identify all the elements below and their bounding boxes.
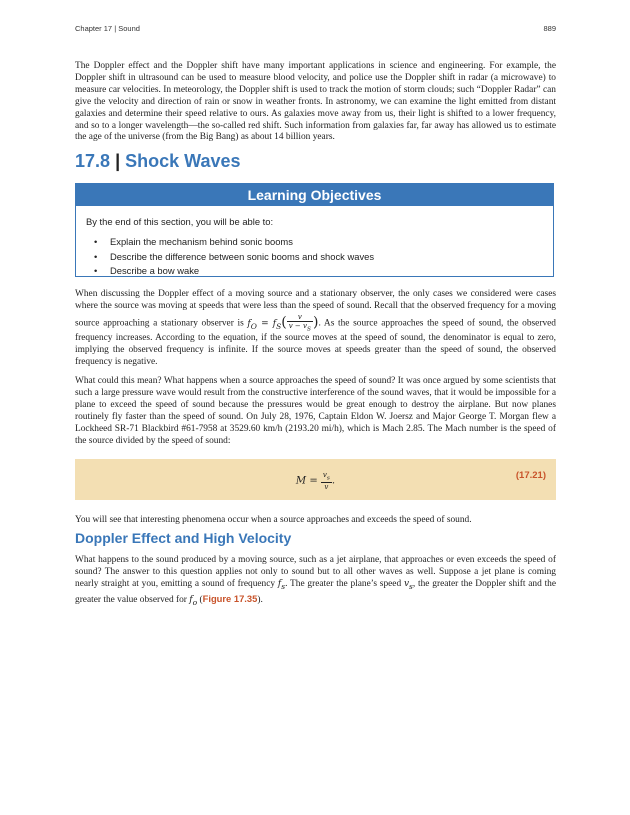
page-header (75, 24, 556, 33)
paragraph-text: ( (197, 594, 203, 605)
objective-item: • Explain the mechanism behind sonic booms (86, 236, 374, 251)
learning-objectives-intro: By the end of this section, you will be able to: (86, 216, 274, 227)
section-separator: | (115, 151, 121, 171)
intro-paragraph: The Doppler effect and the Doppler shift have many important applications in science and engineering. For example, the Doppler shift in ultrasound can be used to measure blood velocity, and police use the Doppler shift in radar (a microwave) to measure car velocities. In meteorology, the Doppler shift is used to track the motion of storm clouds; such “Doppler Radar” can give the velocity and direction of rain or snow in weather fronts. In astronomy, we can examine the light emitted from distant galaxies and determine their speed relative to ours. As galaxies move away from us, their light is shifted to a lower frequency, and so to a longer wavelength—the so-called red shift. Such information from galaxies far, far away has allowed us to estimate the age of the universe (from the Big Bang) as about 14 billion years. (75, 61, 556, 143)
paragraph-text: ). (257, 594, 263, 605)
inline-math (278, 579, 285, 589)
section-name: Shock Waves (125, 151, 241, 171)
eq-symbol: f (189, 594, 193, 605)
eq-fraction (321, 471, 332, 491)
eq-symbol: f (247, 318, 251, 329)
eq-subscript: O (250, 321, 257, 331)
eq-lhs: M = (295, 475, 321, 487)
eq-fraction (287, 313, 313, 333)
eq-numerator: v (322, 471, 327, 479)
eq-symbol: f (277, 578, 282, 589)
eq-tail: . (331, 475, 336, 487)
objective-item: • Describe a bow wake (86, 265, 374, 280)
mach-equation (75, 471, 556, 491)
phenomena-paragraph: You will see that interesting phenomena occur when a source approaches and exceeds the speed of sound. (75, 515, 472, 525)
eq-subscript: s (326, 475, 330, 482)
eq-subscript: o (192, 597, 198, 607)
paragraph-text: . As the source approaches the speed of sound, the observed frequency increases. According to the equation, if the source moves at the speed of sound, the denominator is equal to zero, implying the observed frequency is infinite. If the source moves at speeds greater than the speed of sound, the observed frequency is negative. (75, 318, 556, 368)
doppler-paragraph (75, 289, 556, 369)
page-number: 889 (543, 24, 556, 33)
paragraph-text: . The greater the plane’s speed (285, 578, 402, 589)
learning-objectives-list (86, 236, 374, 280)
eq-denominator: v (324, 483, 329, 492)
eq-denominator: v − v (288, 321, 307, 330)
chapter-label: Chapter 17 | Sound (75, 24, 140, 33)
section-title (75, 151, 241, 172)
figure-link[interactable]: Figure 17.35 (202, 592, 258, 604)
section-number: 17.8 (75, 151, 111, 171)
eq-subscript: S (306, 326, 311, 333)
eq-subscript: s (409, 581, 413, 591)
paragraph-text: What happens to the sound produced by a moving source, such as a jet airplane, that approaches or even exceeds the speed of sound? The answer to this question applies not only to sound but to all other waves as well. Suppose a jet plane is coming nearly straight at you, emitting a sound of frequency (75, 555, 556, 589)
equation-number: (17.21) (515, 470, 546, 481)
mach-paragraph: What could this mean? What happens when a source approaches the speed of sound? It was once argued by some scientists that such a large pressure wave would result from the constructive interference of the sound waves, that it would be impossible for a plane to exceed the speed of sound because the pressures would be great enough to destroy the airplane. But now planes routinely fly faster than the speed of sound. On July 28, 1976, Captain Eldon W. Joersz and Major George T. Morgan flew a Lockheed SR-71 Blackbird #61-7958 at 3529.60 km/h (2193.20 mi/h), which is Mach 2.85. The Mach number is the speed of the source divided by the speed of sound: (75, 376, 556, 446)
objective-item: • Describe the difference between sonic booms and shock waves (86, 251, 374, 266)
eq-subscript: s (281, 581, 286, 591)
eq-symbol: v (403, 578, 410, 589)
eq-subscript: S (276, 321, 282, 331)
paragraph-text: , the greater the Doppler shift and the greater the value observed for (75, 578, 557, 605)
eq-symbol: f (272, 318, 277, 329)
paragraph-text: When discussing the Doppler effect of a moving source and a stationary observer, the only cases we considered were cases where the source was moving at speeds that were less than the speed of sound. Recall that the observed frequency for a moving source approaching a stationary observer is (75, 289, 556, 329)
doppler-equation: $f_O = f_S$( $\frac{v}{v - v_S}$ ) (247, 312, 319, 333)
subsection-title: Doppler Effect and High Velocity (75, 530, 292, 546)
learning-objectives-heading: Learning Objectives (76, 184, 553, 206)
learning-objectives-box (75, 183, 554, 277)
inline-math (189, 595, 197, 605)
inline-math (404, 579, 413, 589)
high-velocity-paragraph (75, 555, 556, 608)
equation-box (75, 459, 556, 500)
eq-numerator: v (287, 313, 313, 322)
